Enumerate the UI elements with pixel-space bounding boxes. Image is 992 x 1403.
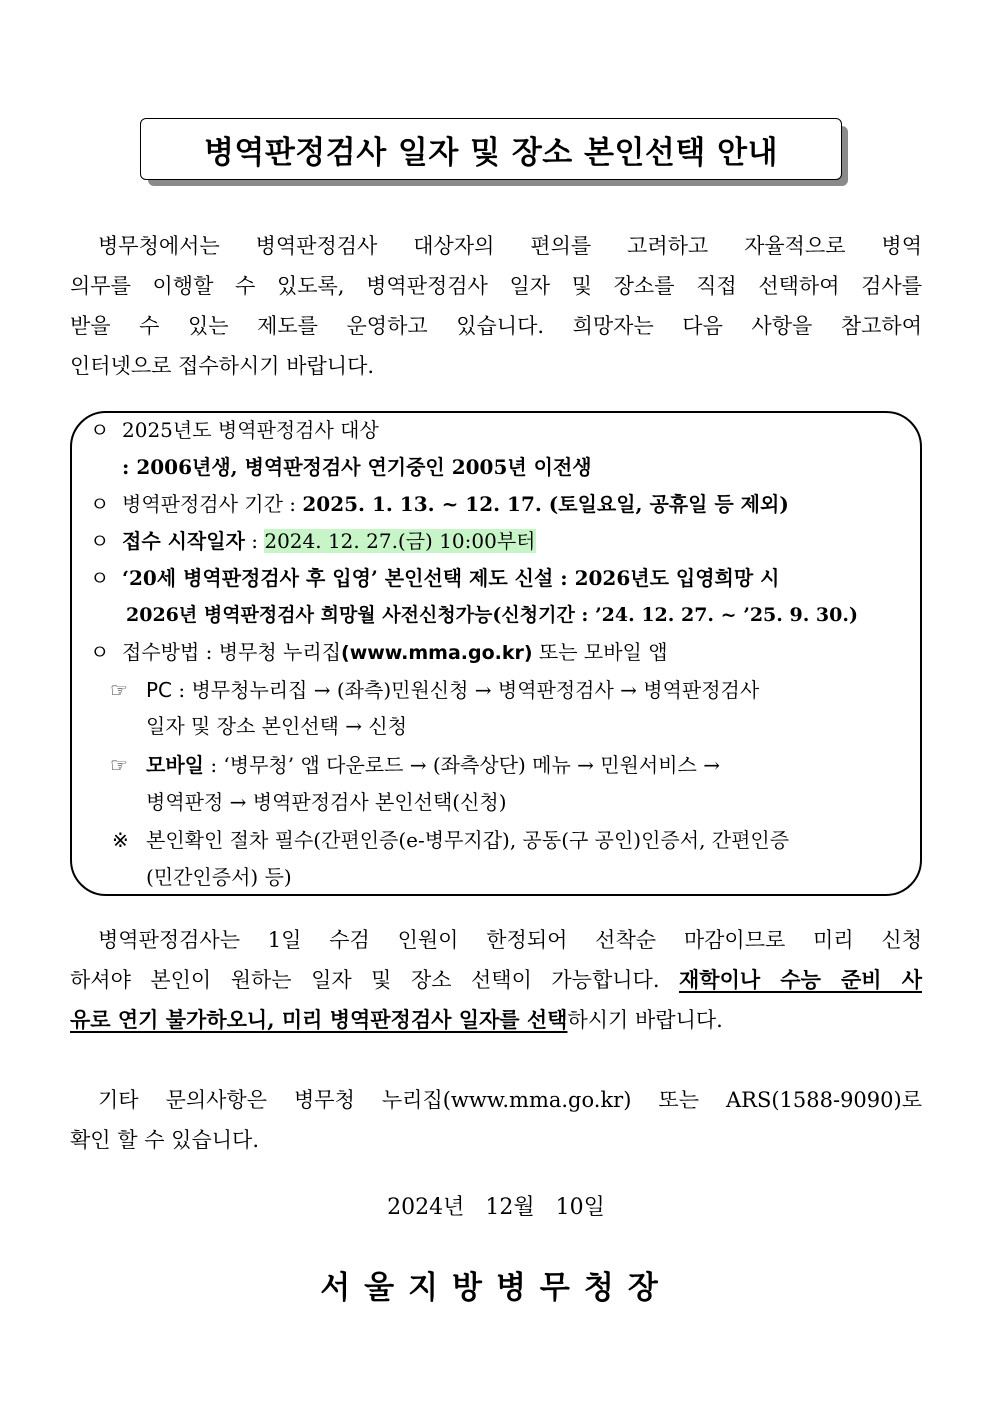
- mobile-label: 모바일: [146, 753, 204, 777]
- pc-label: PC: [146, 678, 173, 702]
- item-new-system: [90, 560, 779, 596]
- method-url: (www.mma.go.kr): [341, 642, 533, 664]
- method-rest: 또는 모바일 앱: [532, 640, 668, 664]
- contact-paragraph: [70, 1080, 922, 1160]
- start-value: 2024. 12. 27.(금) 10:00부터: [264, 529, 536, 553]
- target-label: 2025년도 병역판정검사 대상: [122, 418, 379, 442]
- deadline-warning-2: 유로 연기 불가하오니, 미리 병역판정검사 일자를 선택: [70, 1007, 568, 1032]
- intro-line-2: 의무를 이행할 수 있도록, 병역판정검사 일자 및 장소를 직접 선택하여 검사를: [70, 274, 922, 298]
- deadline-line-1: 병역판정검사는 1일 수검 인원이 한정되어 선착순 마감이므로 미리 신청: [98, 928, 922, 952]
- deadline-line-2-plain: 하셔야 본인이 원하는 일자 및 장소 선택이 가능합니다.: [70, 968, 679, 992]
- item-target: [90, 412, 379, 448]
- contact-line-2: 확인 할 수 있습니다.: [70, 1128, 259, 1152]
- item-pc: [110, 672, 759, 708]
- period-label: 병역판정검사 기간 :: [122, 492, 303, 516]
- deadline-paragraph: [70, 920, 922, 1040]
- issuer-signature: 서울지방병무청장: [320, 1270, 672, 1306]
- deadline-line-3: [70, 1000, 922, 1040]
- bullet-icon: ㅇ: [90, 418, 110, 442]
- pc-line-2: 일자 및 장소 본인선택 → 신청: [146, 714, 408, 738]
- deadline-line-2: [70, 960, 922, 1000]
- target-value: : 2006년생, 병역판정검사 연기중인 2005년 이전생: [122, 455, 592, 479]
- intro-line-3: 받을 수 있는 제도를 운영하고 있습니다. 희망자는 다음 사항을 참고하여: [70, 314, 922, 338]
- item-mobile: [110, 747, 720, 783]
- note-line-1: 본인확인 절차 필수(간편인증(e-병무지갑), 공동(구 공인)인증서, 간편인증: [146, 828, 790, 852]
- note-line-2: (민간인증서) 등): [146, 865, 292, 889]
- start-sep: :: [244, 529, 265, 553]
- intro-line-4: 인터넷으로 접수하시기 바랍니다.: [70, 354, 375, 378]
- item-method: [90, 634, 668, 671]
- item-period: [90, 486, 789, 522]
- method-label: 접수방법 : 병무청 누리집: [122, 640, 342, 664]
- reference-mark-icon: ※: [112, 828, 129, 852]
- hand-pointer-icon: ☞: [110, 678, 128, 702]
- item-note: [112, 822, 789, 858]
- issue-date: 2024년 12월 10일: [387, 1195, 605, 1220]
- period-value: 2025. 1. 13. ~ 12. 17. (토일요일, 공휴일 등 제외): [302, 492, 789, 516]
- intro-paragraph: [70, 226, 922, 386]
- contact-line-1: 기타 문의사항은 병무청 누리집(www.mma.go.kr) 또는 ARS(1588-9090)로: [98, 1088, 922, 1112]
- title-frame: [140, 118, 842, 180]
- pc-line-1: : 병무청누리집 → (좌측)민원신청 → 병역판정검사 → 병역판정검사: [172, 678, 760, 702]
- mobile-line-2: 병역판정 → 병역판정검사 본인선택(신청): [146, 790, 507, 814]
- hand-pointer-icon: ☞: [110, 753, 128, 777]
- item-start: [90, 523, 536, 559]
- intro-line-1: 병무청에서는 병역판정검사 대상자의 편의를 고려하고 자율적으로 병역: [98, 234, 922, 258]
- new-line-1: ‘20세 병역판정검사 후 입영’ 본인선택 제도 신설 : 2026년도 입영희망 시: [122, 566, 780, 590]
- page-title: 병역판정검사 일자 및 장소 본인선택 안내: [140, 118, 842, 180]
- bullet-icon: ㅇ: [90, 529, 110, 553]
- bullet-icon: ㅇ: [90, 566, 110, 590]
- new-line-2: 2026년 병역판정검사 희망월 사전신청가능(신청기간 : ’24. 12. 27. ~ ’25. 9. 30.): [126, 604, 858, 626]
- start-label: 접수 시작일자: [122, 529, 245, 553]
- bullet-icon: ㅇ: [90, 640, 110, 664]
- mobile-line-1: : ‘병무청’ 앱 다운로드 → (좌측상단) 메뉴 → 민원서비스 →: [203, 753, 720, 777]
- deadline-line-3-plain: 하시기 바랍니다.: [567, 1008, 723, 1032]
- deadline-warning-1: 재학이나 수능 준비 사: [679, 967, 922, 992]
- bullet-icon: ㅇ: [90, 492, 110, 516]
